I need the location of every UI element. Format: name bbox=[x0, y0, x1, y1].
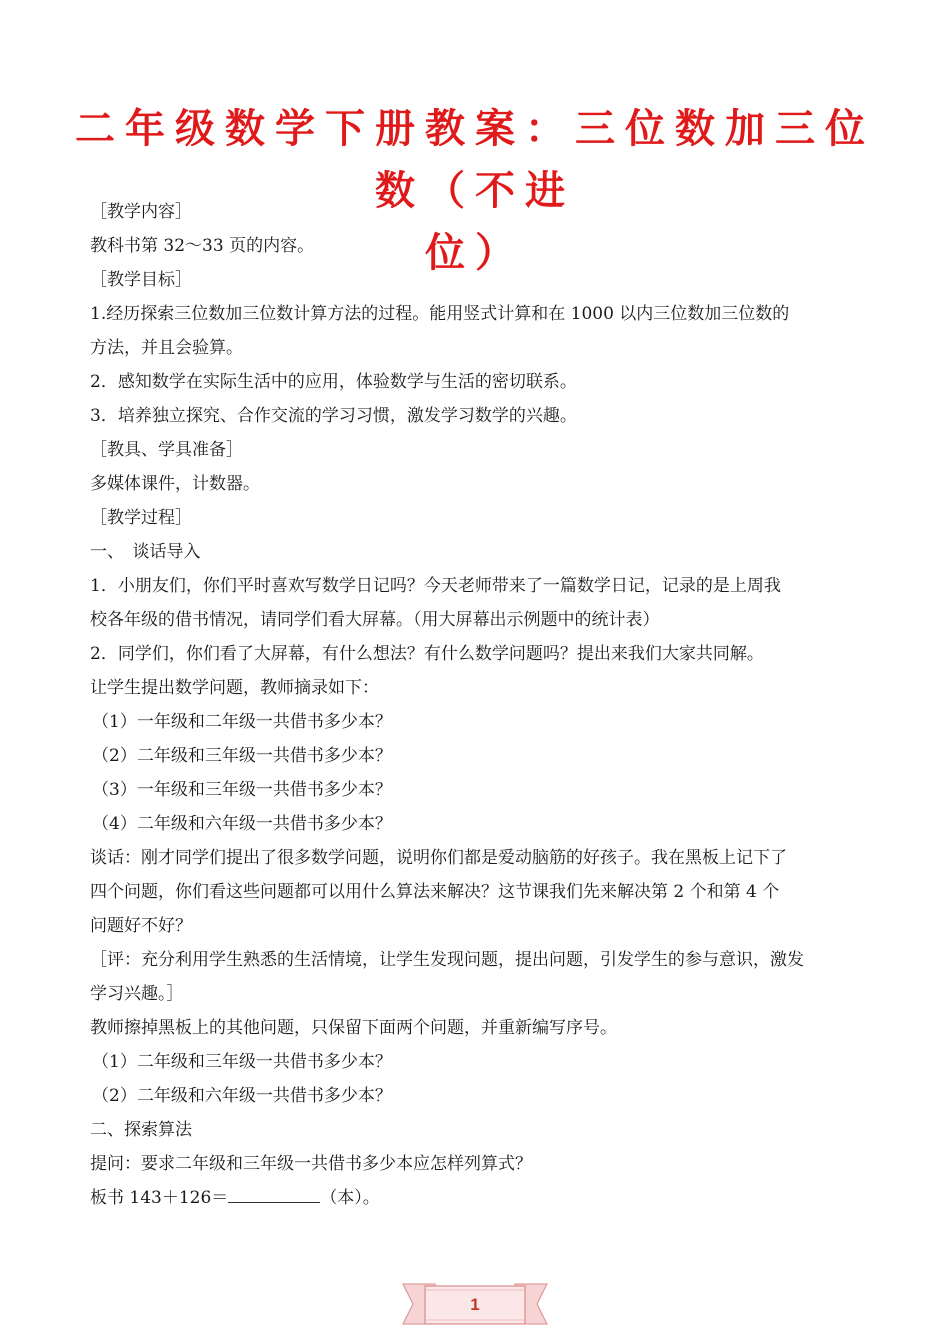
document-body bbox=[90, 195, 865, 1215]
page-title-line-2: 位） bbox=[425, 230, 525, 276]
section-heading-tools: ［教具、学具准备］ bbox=[90, 440, 243, 460]
text-line: 四个问题，你们看这些问题都可以用什么算法来解决？这节课我们先来解决第 2 个和第 4 个 bbox=[90, 882, 780, 902]
text-line: 教科书第 32～33 页的内容。 bbox=[90, 236, 315, 256]
question-item: （1）一年级和二年级一共借书多少本？ bbox=[92, 712, 392, 732]
text-line: 多媒体课件，计数器。 bbox=[90, 474, 260, 494]
comment-line: 学习兴趣。］ bbox=[90, 984, 184, 1004]
text-line: 2．感知数学在实际生活中的应用，体验数学与生活的密切联系。 bbox=[90, 372, 577, 392]
question-item: （3）一年级和三年级一共借书多少本？ bbox=[92, 780, 392, 800]
text-line: 校各年级的借书情况，请同学们看大屏幕。（用大屏幕出示例题中的统计表） bbox=[90, 610, 660, 630]
text-line: 2．同学们，你们看了大屏幕，有什么想法？有什么数学问题吗？提出来我们大家共同解。 bbox=[90, 644, 764, 664]
page-title-line-1: 二年级数学下册教案：三位数加三位数（不进 bbox=[75, 106, 875, 214]
question-item: （4）二年级和六年级一共借书多少本？ bbox=[92, 814, 392, 834]
subsection-heading: 一、 谈话导入 bbox=[90, 542, 201, 562]
comment-line: ［评：充分利用学生熟悉的生活情境，让学生发现问题，提出问题，引发学生的参与意识，激发 bbox=[90, 950, 804, 970]
text-line: 1．小朋友们，你们平时喜欢写数学日记吗？今天老师带来了一篇数学日记，记录的是上周我 bbox=[90, 576, 781, 596]
text-line: 提问：要求二年级和三年级一共借书多少本应怎样列算式？ bbox=[90, 1154, 532, 1174]
equation-suffix: （本）。 bbox=[320, 1188, 380, 1208]
text-line: 让学生提出数学问题，教师摘录如下： bbox=[90, 678, 379, 698]
equation-line bbox=[90, 1181, 865, 1215]
text-line: 谈话：刚才同学们提出了很多数学问题，说明你们都是爱动脑筋的好孩子。我在黑板上记下了 bbox=[90, 848, 787, 868]
text-line: 1.经历探索三位数加三位数计算方法的过程。能用竖式计算和在 1000 以内三位数加三位数的 bbox=[90, 304, 790, 324]
subsection-heading: 二、探索算法 bbox=[90, 1120, 192, 1140]
question-item: （2）二年级和三年级一共借书多少本？ bbox=[92, 746, 392, 766]
page-number: 1 bbox=[470, 1295, 480, 1314]
section-heading-goals: ［教学目标］ bbox=[90, 270, 192, 290]
text-line: 教师擦掉黑板上的其他问题，只保留下面两个问题，并重新编写序号。 bbox=[90, 1018, 617, 1038]
section-heading-content: ［教学内容］ bbox=[90, 202, 192, 222]
page-number-badge bbox=[395, 1276, 555, 1336]
text-line: 问题好不好？ bbox=[90, 916, 192, 936]
section-heading-process: ［教学过程］ bbox=[90, 508, 192, 528]
question-item: （1）二年级和三年级一共借书多少本？ bbox=[92, 1052, 392, 1072]
text-line: 3．培养独立探究、合作交流的学习习惯，激发学习数学的兴趣。 bbox=[90, 406, 577, 426]
answer-blank bbox=[228, 1186, 320, 1203]
text-line: 方法，并且会验算。 bbox=[90, 338, 243, 358]
equation-prefix: 板书 143＋126＝ bbox=[90, 1188, 229, 1208]
question-item: （2）二年级和六年级一共借书多少本？ bbox=[92, 1086, 392, 1106]
